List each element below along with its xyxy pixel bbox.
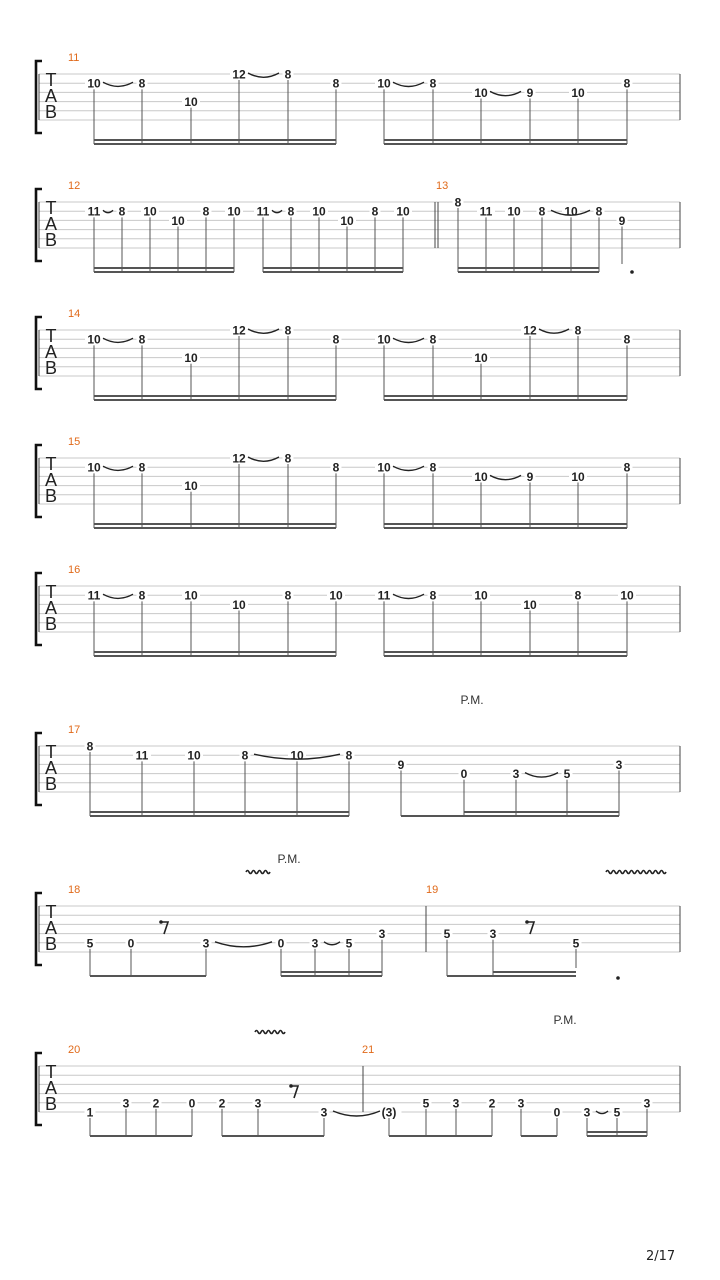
fret-number: 8 (284, 451, 292, 466)
page-number: 2/17 (646, 1249, 676, 1264)
measure-number: 14 (68, 308, 81, 320)
fret-number: 3 (583, 1105, 591, 1120)
vibrato-mark (246, 871, 270, 874)
tab-clef-letter: B (44, 358, 58, 378)
palm-mute-label: P.M. (460, 693, 484, 707)
tab-clef-letter: A (44, 214, 58, 234)
fret-number: 10 (232, 597, 246, 612)
eighth-rest-dot (159, 920, 163, 924)
fret-number: 0 (553, 1105, 561, 1120)
fret-number: 3 (378, 927, 386, 942)
beam (587, 1131, 647, 1133)
tab-clef-letter: B (44, 934, 58, 954)
fret-number: 3 (512, 767, 520, 782)
fret-number: 11 (479, 204, 493, 219)
fret-number: 9 (618, 213, 626, 228)
fret-number: 5 (422, 1096, 430, 1111)
palm-mute-label: P.M. (553, 1013, 577, 1027)
fret-number: 11 (135, 748, 149, 763)
tab-clef-letter: T (45, 1062, 57, 1082)
beam (493, 975, 576, 977)
fret-number: 8 (287, 204, 295, 219)
fret-number: 8 (623, 460, 631, 475)
fret-number: 8 (241, 748, 249, 763)
fret-number: 3 (320, 1105, 328, 1120)
tab-clef-letter: B (44, 1094, 58, 1114)
fret-number: 5 (86, 936, 94, 951)
fret-number: 3 (489, 927, 497, 942)
beam (94, 267, 234, 269)
fret-number: 1 (86, 1105, 94, 1120)
fret-number: 10 (564, 204, 578, 219)
fret-number: 3 (643, 1096, 651, 1111)
beam (384, 651, 627, 653)
fret-number: 12 (232, 67, 246, 82)
fret-number: 10 (474, 85, 488, 100)
fret-number: 3 (202, 936, 210, 951)
fret-number: 8 (284, 323, 292, 338)
fret-number: 8 (429, 332, 437, 347)
beam (493, 971, 576, 973)
tab-clef-letter: B (44, 230, 58, 250)
eighth-rest-dot (289, 1084, 293, 1088)
fret-number: 8 (332, 332, 340, 347)
fret-number: 12 (232, 451, 246, 466)
beam (281, 971, 382, 973)
fret-number: 5 (572, 936, 580, 951)
beam (90, 811, 349, 813)
fret-number: 10 (377, 460, 391, 475)
fret-number: 0 (277, 936, 285, 951)
beam (401, 815, 464, 817)
eighth-rest (161, 922, 168, 934)
fret-number: 3 (311, 936, 319, 951)
tab-clef-letter: A (44, 342, 58, 362)
beam (94, 271, 234, 273)
tab-clef-letter: B (44, 102, 58, 122)
fret-number: 8 (332, 460, 340, 475)
fret-number: 10 (474, 469, 488, 484)
fret-number: 10 (329, 588, 343, 603)
measure-number: 11 (68, 52, 80, 64)
beam (94, 139, 336, 141)
fret-number: 10 (227, 204, 241, 219)
beam (384, 399, 627, 401)
fret-number: 10 (571, 469, 585, 484)
beam (263, 267, 403, 269)
fret-number: 10 (290, 748, 304, 763)
fret-number: 10 (571, 85, 585, 100)
fret-number: 8 (284, 588, 292, 603)
fret-number: 11 (87, 204, 101, 219)
measure-number: 13 (436, 180, 449, 192)
fret-number: 8 (623, 76, 631, 91)
eighth-rest (527, 922, 534, 934)
fret-number: 8 (345, 748, 353, 763)
tab-clef-letter: T (45, 70, 57, 90)
fret-number: 9 (397, 757, 405, 772)
fret-number: 8 (429, 460, 437, 475)
measure-number: 12 (68, 180, 81, 192)
fret-number: 10 (340, 213, 354, 228)
fret-number: 8 (538, 204, 546, 219)
fret-number: 10 (143, 204, 157, 219)
fret-number: 10 (87, 76, 101, 91)
fret-number: 10 (620, 588, 634, 603)
palm-mute-label: P.M. (277, 852, 301, 866)
fret-number: 8 (138, 76, 146, 91)
beam (389, 1135, 492, 1137)
tab-clef-letter: T (45, 198, 57, 218)
fret-number: 8 (371, 204, 379, 219)
fret-number: 2 (488, 1096, 496, 1111)
fret-number: 3 (254, 1096, 262, 1111)
beam (94, 399, 336, 401)
fret-number: 3 (122, 1096, 130, 1111)
beam (281, 975, 382, 977)
tab-clef-letter: A (44, 918, 58, 938)
beam (464, 815, 619, 817)
fret-number: 10 (523, 597, 537, 612)
fret-number: 8 (429, 588, 437, 603)
fret-number: (3) (381, 1105, 397, 1120)
beam (94, 651, 336, 653)
beam (222, 1135, 324, 1137)
beam (384, 527, 627, 529)
fret-number: 10 (187, 748, 201, 763)
fret-number: 8 (86, 739, 94, 754)
tab-clef-letter: A (44, 758, 58, 778)
fret-number: 10 (87, 332, 101, 347)
fret-number: 10 (171, 213, 185, 228)
beam (447, 975, 493, 977)
fret-number: 3 (517, 1096, 525, 1111)
fret-number: 8 (332, 76, 340, 91)
fret-number: 10 (184, 588, 198, 603)
beam (384, 395, 627, 397)
beam (458, 267, 599, 269)
measure-number: 19 (426, 884, 439, 896)
eighth-rest-dot (525, 920, 529, 924)
fret-number: 3 (615, 757, 623, 772)
beam (263, 271, 403, 273)
beam (458, 271, 599, 273)
beam (464, 811, 619, 813)
fret-number: 2 (218, 1096, 226, 1111)
augmentation-dot (616, 976, 620, 980)
beam (90, 815, 349, 817)
measure-number: 20 (68, 1044, 81, 1056)
fret-number: 10 (184, 479, 198, 494)
fret-number: 8 (118, 204, 126, 219)
tab-clef-letter: B (44, 614, 58, 634)
fret-number: 8 (454, 195, 462, 210)
beam (94, 527, 336, 529)
fret-number: 10 (184, 351, 198, 366)
fret-number: 8 (574, 588, 582, 603)
fret-number: 8 (284, 67, 292, 82)
fret-number: 9 (526, 469, 534, 484)
fret-number: 10 (474, 588, 488, 603)
fret-number: 3 (452, 1096, 460, 1111)
beam (384, 523, 627, 525)
augmentation-dot (630, 270, 634, 274)
measure-number: 18 (68, 884, 81, 896)
beam (521, 1135, 557, 1137)
tab-clef-letter: A (44, 1078, 58, 1098)
beam (94, 395, 336, 397)
fret-number: 0 (460, 767, 468, 782)
fret-number: 10 (474, 351, 488, 366)
beam (384, 655, 627, 657)
vibrato-mark (255, 1031, 285, 1034)
fret-number: 11 (87, 588, 101, 603)
beam (94, 523, 336, 525)
beam (384, 143, 627, 145)
fret-number: 8 (138, 588, 146, 603)
fret-number: 10 (184, 95, 198, 110)
tab-clef-letter: T (45, 742, 57, 762)
beam (94, 655, 336, 657)
fret-number: 8 (574, 323, 582, 338)
fret-number: 8 (138, 460, 146, 475)
tab-clef-letter: T (45, 326, 57, 346)
fret-number: 5 (613, 1105, 621, 1120)
tab-clef-letter: A (44, 86, 58, 106)
measure-number: 21 (362, 1044, 375, 1056)
fret-number: 11 (377, 588, 391, 603)
fret-number: 11 (256, 204, 270, 219)
measure-number: 15 (68, 436, 81, 448)
tab-clef-letter: B (44, 774, 58, 794)
fret-number: 10 (87, 460, 101, 475)
fret-number: 10 (377, 332, 391, 347)
beam (587, 1135, 647, 1137)
fret-number: 0 (127, 936, 135, 951)
fret-number: 12 (232, 323, 246, 338)
fret-number: 8 (429, 76, 437, 91)
fret-number: 8 (202, 204, 210, 219)
tab-clef-letter: A (44, 598, 58, 618)
measure-number: 17 (68, 724, 81, 736)
fret-number: 8 (595, 204, 603, 219)
vibrato-mark (606, 871, 666, 874)
tab-clef-letter: T (45, 902, 57, 922)
fret-number: 10 (507, 204, 521, 219)
fret-number: 5 (563, 767, 571, 782)
fret-number: 8 (623, 332, 631, 347)
fret-number: 0 (188, 1096, 196, 1111)
fret-number: 5 (443, 927, 451, 942)
tab-clef-letter: A (44, 470, 58, 490)
fret-number: 12 (523, 323, 537, 338)
beam (94, 143, 336, 145)
fret-number: 9 (526, 85, 534, 100)
beam (90, 975, 206, 977)
fret-number: 8 (138, 332, 146, 347)
tab-clef-letter: B (44, 486, 58, 506)
measure-number: 16 (68, 564, 81, 576)
tab-clef-letter: T (45, 582, 57, 602)
tab-clef-letter: T (45, 454, 57, 474)
eighth-rest (291, 1086, 298, 1098)
fret-number: 2 (152, 1096, 160, 1111)
beam (90, 1135, 192, 1137)
fret-number: 10 (377, 76, 391, 91)
fret-number: 5 (345, 936, 353, 951)
beam (384, 139, 627, 141)
fret-number: 10 (396, 204, 410, 219)
fret-number: 10 (312, 204, 326, 219)
